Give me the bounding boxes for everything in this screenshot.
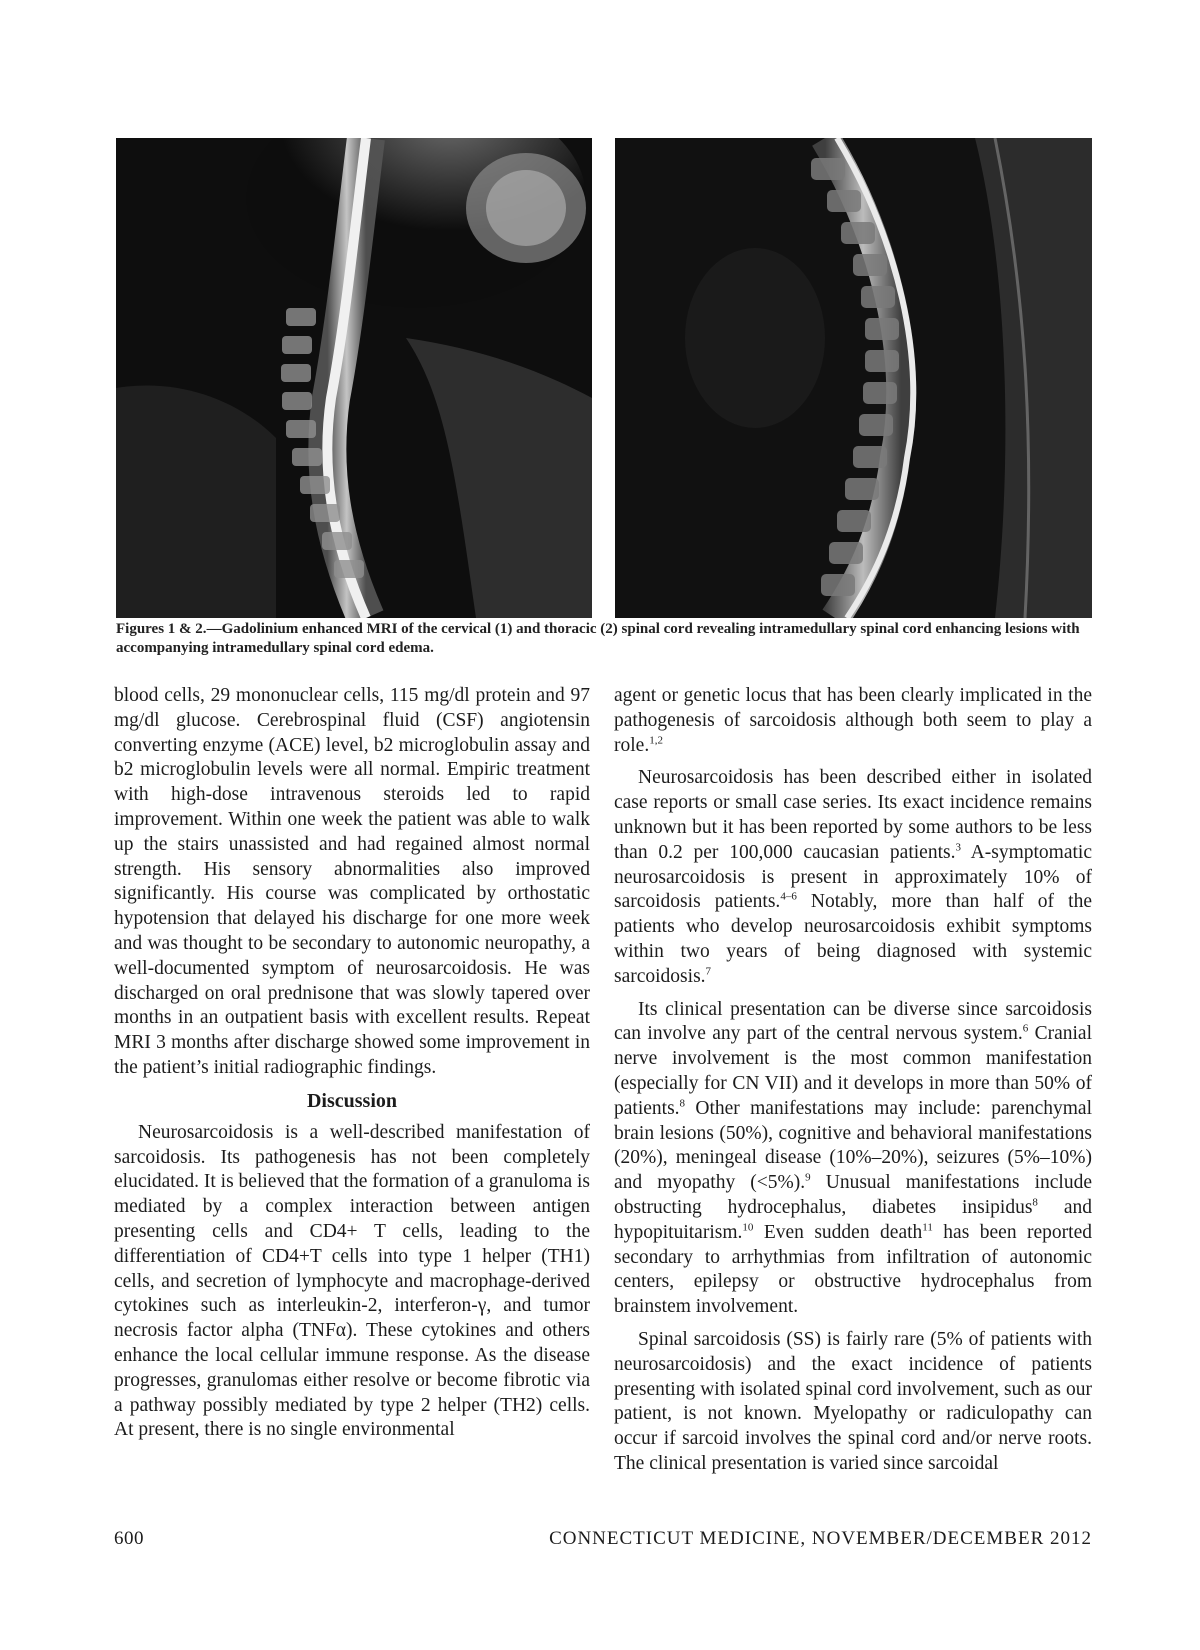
paragraph: Neurosarcoidosis is a well-described manifestation of sarcoidosis. Its pathogenesis has not been completely elucidated. It is believed that the formation of a granuloma is mediated by a complex interaction between antigen presenting cells and CD4+ T cells, leading to the differentiation of CD4+T cells into type 1 helper (TH1) cells, and secretion of lymphocyte and macrophage-derived cytokines such as interleukin-2, interferon-γ, and tumor necrosis factor alpha (TNFα). These cytokines and others enhance the local cellular immune response. As the disease progresses, granulomas either resolve or become fibrotic via a pathway possibly mediated by type 2 helper (TH2) cells. At present, there is no single environmental xyxy=(114,1121,590,1441)
caption-label: Figures 1 & 2. xyxy=(116,621,207,637)
citation: 11 xyxy=(922,1221,933,1234)
page-footer xyxy=(114,1528,1092,1556)
paragraph: blood cells, 29 mononuclear cells, 115 mg/dl protein and 97 mg/dl glucose. Cerebrospinal fluid (CSF) angiotensin converting enzyme (ACE) level, b2 microglobulin assay and b2 microglobulin levels were all normal. Empiric treatment with high-dose intravenous steroids led to rapid improvement. Within one week the patient was able to walk up the stairs unassisted and had regained almost normal strength. His sensory abnormalities also improved significantly. His course was complicated by orthostatic hypotension that delayed his discharge for one more week and was thought to be secondary to autonomic neuropathy, a well-documented symptom of neurosarcoidosis. He was discharged on oral prednisone that was slowly tapered over months in an outpatient basis with excellent results. Repeat MRI 3 months after discharge showed some improvement in the patient’s initial radiographic findings. xyxy=(114,685,590,1078)
citation: 9 xyxy=(805,1171,811,1184)
citation: 6 xyxy=(1022,1022,1029,1035)
citation: 7 xyxy=(705,965,712,978)
section-heading: Discussion xyxy=(306,1089,398,1112)
citation: 8 xyxy=(679,1097,686,1110)
caption-text: —Gadolinium enhanced MRI of the cervical (1) and thoracic (2) spinal cord revealing intramedullary spinal cord enhancing lesions with accompanying intramedullary spinal cord edema. xyxy=(116,621,1080,656)
paragraph: Its clinical presentation can be diverse since sarcoidosis can involve any part of the central nervous system.$^6$ Cranial nerve involvement is the most common manifestation (especially for CN VII) and it develops in more than 50% of patients.$^8$ Other manifestations may include: parenchymal brain lesions (50%), cognitive and behavioral manifestations (20%), meningeal disease (10%–20%), seizures (5%–10%) and myopathy (<5%).$^9$ Unusual manifestations include obstructing hydrocephalus, diabetes insipidus$^8$ and hypopituitarism.$^{10}$ Even sudden death$^{11}$ has been reported secondary to arrhythmias from infiltration of autonomic centers, epilepsy or obstructive hydrocephalus from brainstem involvement. xyxy=(614,998,1092,1318)
mri-thoracic-spine-image xyxy=(615,138,1092,618)
figure-caption xyxy=(116,620,1092,658)
citation: 10 xyxy=(742,1221,754,1234)
paragraph: Neurosarcoidosis has been described either in isolated case reports or small case series. Its exact incidence remains unknown but it has been reported by some authors to be less than 0.2 per 100,000 caucasian patients.$^3$ A-symptomatic neurosarcoidosis is present in approximately 10% of sarcoidosis patients.$^{4-6}$ Notably, more than half of the patients who develop neurosarcoidosis exhibit symptoms within two years of being diagnosed with systemic sarcoidosis.$^7$ xyxy=(614,767,1092,987)
journal-title: CONNECTICUT MEDICINE, NOVEMBER/DECEMBER 2012 xyxy=(549,1528,1092,1549)
left-column xyxy=(114,684,590,1443)
right-column xyxy=(614,684,1092,1477)
paragraph: agent or genetic locus that has been clearly implicated in the pathogenesis of sarcoidosis although both seem to play a role.$^{1,2}$ xyxy=(614,685,1092,756)
figure-panel xyxy=(116,138,1092,618)
citation: 1,2 xyxy=(649,734,663,747)
citation: 4–6 xyxy=(780,890,797,903)
page-number: 600 xyxy=(114,1528,144,1549)
citation: 3 xyxy=(955,841,961,854)
mri-cervical-spine-image xyxy=(116,138,592,618)
paragraph: Spinal sarcoidosis (SS) is fairly rare (5% of patients with neurosarcoidosis) and the exact incidence of patients presenting with isolated spinal cord involvement, such as our patient, is not known. Myelopathy or radiculopathy can occur if sarcoid involves the spinal cord and/or nerve roots. The clinical presentation is varied since sarcoidal xyxy=(614,1328,1092,1474)
citation: 8 xyxy=(1032,1196,1038,1209)
